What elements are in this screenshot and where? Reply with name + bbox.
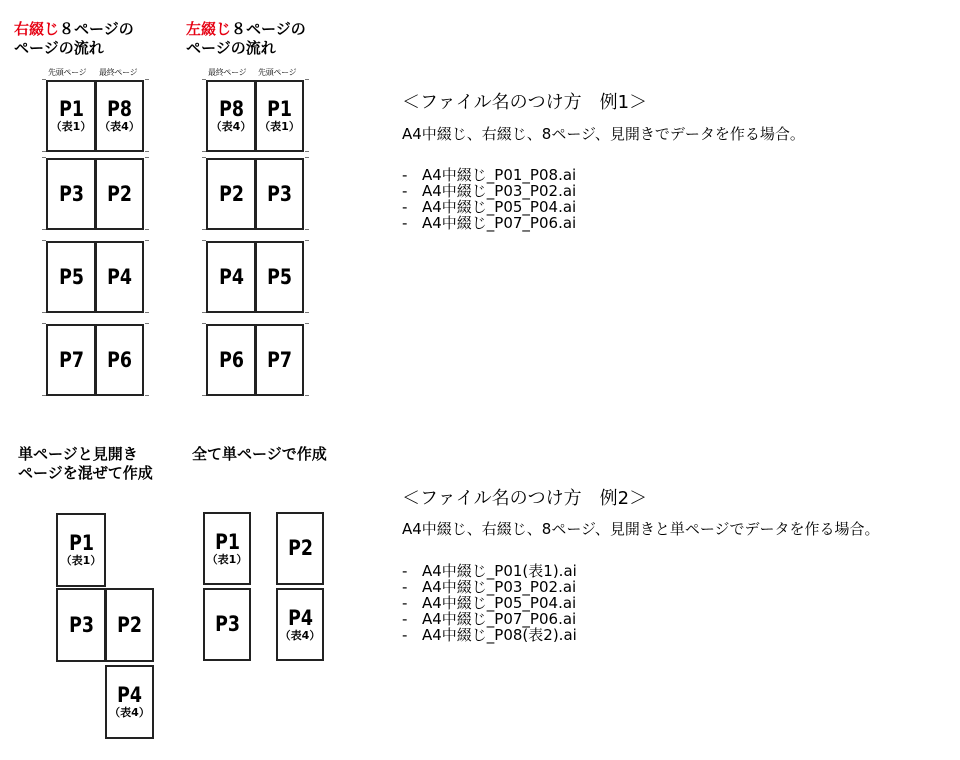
file-name: A4中綴じ_P03_P02.ai <box>422 182 577 200</box>
trim-mark <box>202 151 206 152</box>
file-name: A4中綴じ_P03_P02.ai <box>422 578 577 596</box>
page-cover-label: （表4） <box>99 120 140 133</box>
list-dash: - <box>402 578 408 596</box>
example2-file-list <box>402 563 577 643</box>
page-cover-label: （表1） <box>206 552 248 566</box>
list-dash: - <box>402 214 408 232</box>
list-item <box>402 595 577 611</box>
trim-mark <box>145 229 149 230</box>
page-cover-label: （表4） <box>210 120 252 133</box>
trim-mark <box>42 157 46 158</box>
page-thumbnail <box>105 665 154 739</box>
page-thumbnail <box>46 80 96 152</box>
page-thumbnail <box>46 241 96 313</box>
page-number: P5 <box>267 264 292 289</box>
page-number: P4 <box>218 264 244 289</box>
page-number: P4 <box>117 683 142 707</box>
page-thumbnail <box>206 324 256 396</box>
single-heading: 全て単ページで作成 <box>192 445 327 463</box>
page-thumbnail <box>276 588 324 661</box>
page-number: P3 <box>58 181 84 206</box>
file-name: A4中綴じ_P01_P08.ai <box>422 166 577 184</box>
page-thumbnail <box>206 158 256 230</box>
page-thumbnail <box>255 241 304 313</box>
page-thumbnail <box>276 512 324 585</box>
list-dash: - <box>402 166 408 184</box>
page-number: P1 <box>267 97 292 121</box>
page-thumbnail <box>46 158 96 230</box>
page-number: P2 <box>218 181 244 206</box>
trim-mark <box>42 240 46 241</box>
right-first-page-label: 先頭ページ <box>48 68 87 77</box>
trim-mark <box>42 151 46 152</box>
left-binding-heading-rest: ８ページの <box>231 20 306 38</box>
page-number: P1 <box>58 97 84 121</box>
left-first-page-label: 先頭ページ <box>258 68 297 77</box>
page-cover-label: （表4） <box>109 706 150 719</box>
page-thumbnail <box>95 158 144 230</box>
list-item <box>402 183 576 199</box>
page-number: P5 <box>58 264 84 289</box>
left-binding-heading <box>186 20 306 58</box>
page-number: P2 <box>287 536 313 560</box>
example1-title: ＜ファイル名のつけ方 例1＞ <box>402 92 648 113</box>
example2-title: ＜ファイル名のつけ方 例2＞ <box>402 488 648 509</box>
page-number: P4 <box>107 264 132 289</box>
list-dash: - <box>402 610 408 628</box>
page-number: P3 <box>214 612 240 636</box>
page-thumbnail <box>206 80 256 152</box>
page-thumbnail <box>255 158 304 230</box>
trim-mark <box>202 79 206 80</box>
right-binding-heading-rest: ８ページの <box>59 20 134 38</box>
left-binding-label: 左綴じ <box>186 20 232 38</box>
list-dash: - <box>402 562 408 580</box>
page-cover-label: （表4） <box>279 628 321 642</box>
page-number: P6 <box>218 347 244 372</box>
file-name: A4中綴じ_P07_P06.ai <box>422 214 577 232</box>
trim-mark <box>145 323 149 324</box>
trim-mark <box>305 240 309 241</box>
example1-description: A4中綴じ、右綴じ、8ページ、見開きでデータを作る場合。 <box>402 125 805 143</box>
page-number: P8 <box>218 97 244 121</box>
page-thumbnail <box>105 588 154 662</box>
trim-mark <box>145 395 149 396</box>
page-number: P1 <box>214 529 240 554</box>
page-number: P1 <box>68 531 94 555</box>
right-last-page-label: 最終ページ <box>99 68 138 77</box>
page-thumbnail <box>56 513 106 587</box>
trim-mark <box>305 79 309 80</box>
page-thumbnail <box>203 512 251 585</box>
page-thumbnail <box>95 324 144 396</box>
list-dash: - <box>402 594 408 612</box>
file-name: A4中綴じ_P05_P04.ai <box>422 198 577 216</box>
trim-mark <box>202 229 206 230</box>
list-item <box>402 627 577 643</box>
trim-mark <box>42 323 46 324</box>
mixed-heading <box>18 445 153 483</box>
list-item <box>402 579 577 595</box>
page-cover-label: （表1） <box>60 554 102 567</box>
trim-mark <box>145 157 149 158</box>
page-thumbnail <box>255 80 304 152</box>
trim-mark <box>305 312 309 313</box>
trim-mark <box>42 229 46 230</box>
list-dash: - <box>402 198 408 216</box>
file-name: A4中綴じ_P08(表2).ai <box>422 626 577 644</box>
trim-mark <box>202 240 206 241</box>
trim-mark <box>145 240 149 241</box>
trim-mark <box>42 79 46 80</box>
list-dash: - <box>402 626 408 644</box>
page-number: P2 <box>107 181 132 206</box>
list-dash: - <box>402 182 408 200</box>
file-name: A4中綴じ_P07_P06.ai <box>422 610 577 628</box>
page-number: P4 <box>287 605 313 630</box>
right-binding-heading <box>14 20 134 58</box>
page-cover-label: （表1） <box>50 120 92 133</box>
page-number: P3 <box>68 612 94 637</box>
mixed-heading-line2: ページを混ぜて作成 <box>18 464 153 482</box>
trim-mark <box>42 395 46 396</box>
left-binding-heading-line2: ページの流れ <box>186 39 276 57</box>
page-thumbnail <box>56 588 106 662</box>
page-thumbnail <box>203 588 251 661</box>
trim-mark <box>305 395 309 396</box>
trim-mark <box>202 395 206 396</box>
page-cover-label: （表1） <box>259 120 300 133</box>
page-number: P2 <box>117 612 142 637</box>
page-number: P7 <box>267 347 292 372</box>
page-number: P3 <box>267 181 292 206</box>
trim-mark <box>145 312 149 313</box>
right-binding-heading-line2: ページの流れ <box>14 39 104 57</box>
file-name: A4中綴じ_P05_P04.ai <box>422 594 577 612</box>
page-number: P8 <box>107 97 132 121</box>
page-thumbnail <box>206 241 256 313</box>
trim-mark <box>42 312 46 313</box>
list-item <box>402 199 576 215</box>
list-item <box>402 563 577 579</box>
trim-mark <box>145 151 149 152</box>
trim-mark <box>202 157 206 158</box>
trim-mark <box>145 79 149 80</box>
left-last-page-label: 最終ページ <box>208 68 247 77</box>
example2-description: A4中綴じ、右綴じ、8ページ、見開きと単ページでデータを作る場合。 <box>402 520 880 538</box>
list-item <box>402 215 576 231</box>
page-thumbnail <box>255 324 304 396</box>
trim-mark <box>305 229 309 230</box>
example1-file-list <box>402 167 576 231</box>
list-item <box>402 167 576 183</box>
list-item <box>402 611 577 627</box>
page-thumbnail <box>95 241 144 313</box>
right-binding-label: 右綴じ <box>14 20 60 38</box>
trim-mark <box>202 323 206 324</box>
trim-mark <box>305 157 309 158</box>
page-thumbnail <box>95 80 144 152</box>
file-name: A4中綴じ_P01(表1).ai <box>422 562 577 580</box>
trim-mark <box>305 323 309 324</box>
page-number: P6 <box>107 347 132 372</box>
page-number: P7 <box>58 347 84 372</box>
trim-mark <box>305 151 309 152</box>
mixed-heading-line1: 単ページと見開き <box>18 445 138 463</box>
trim-mark <box>202 312 206 313</box>
page-thumbnail <box>46 324 96 396</box>
